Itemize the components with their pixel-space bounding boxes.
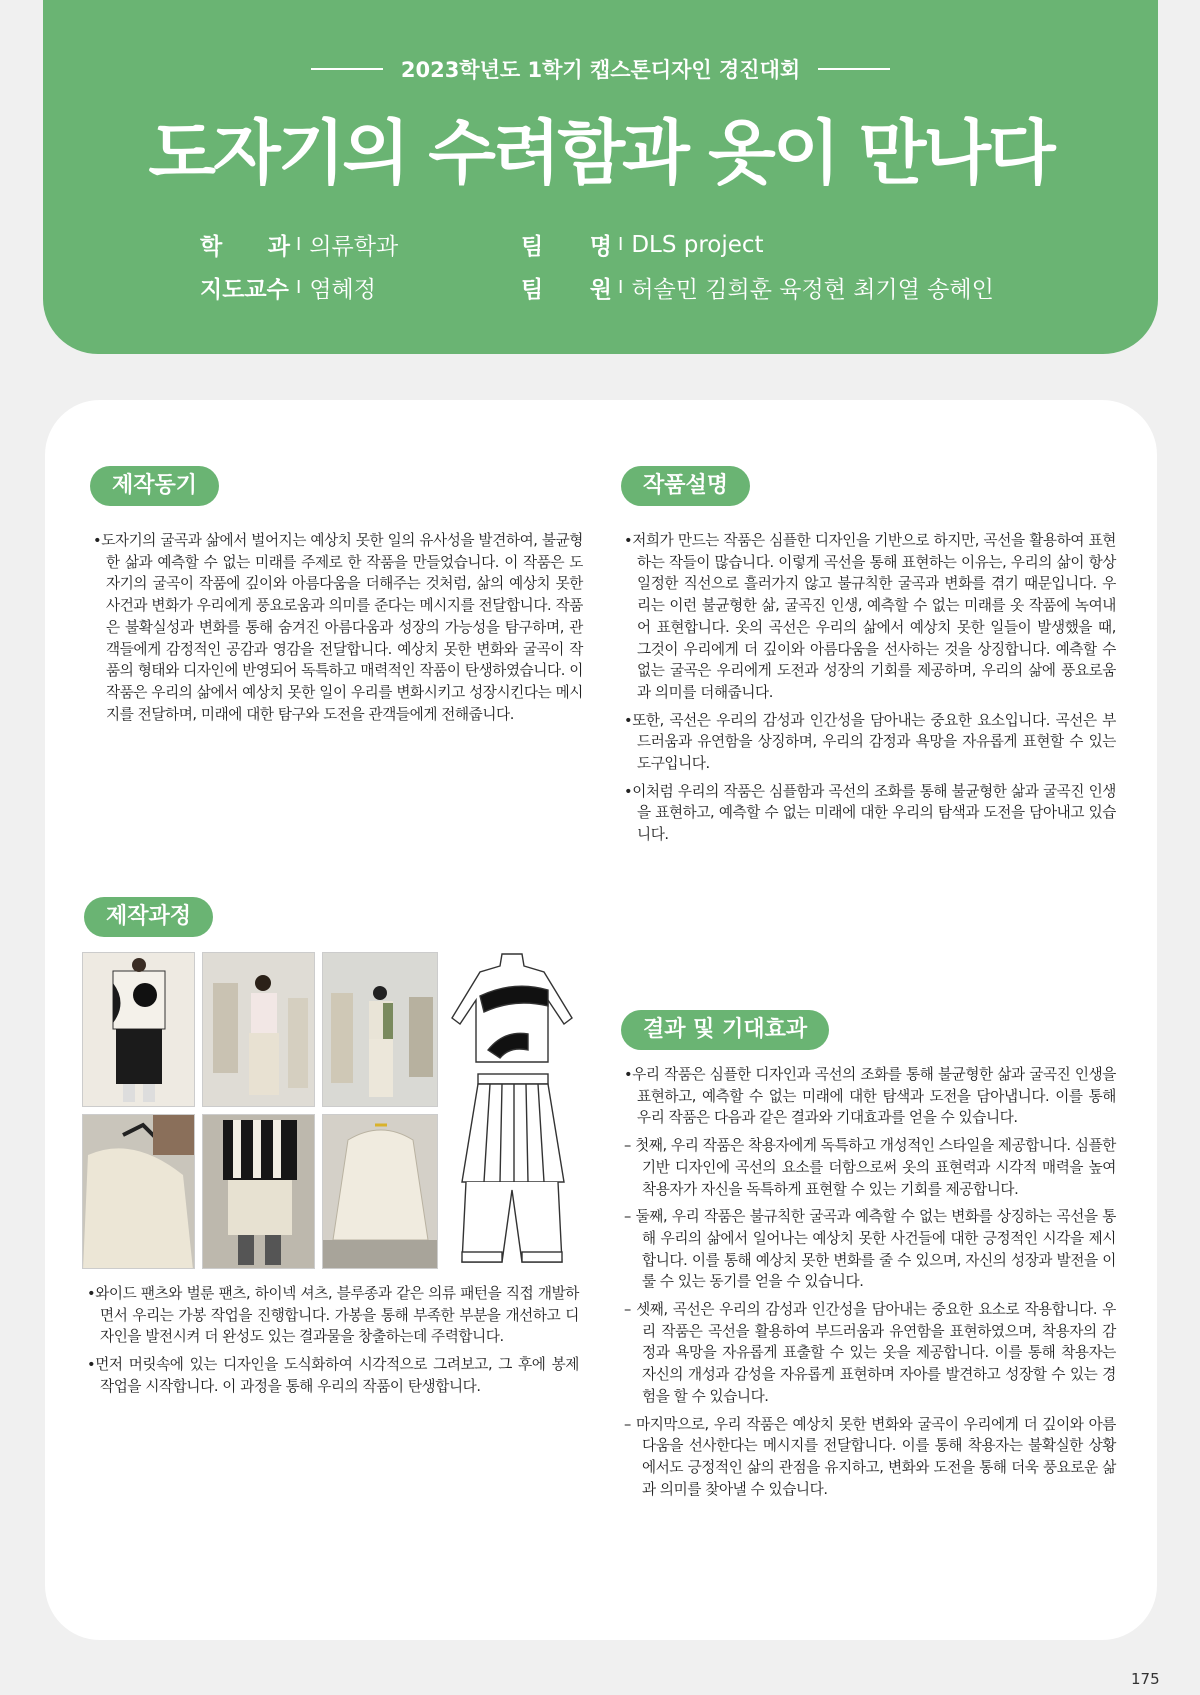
dept-row	[200, 228, 398, 261]
contest-label: 2023학년도 1학기 캡스톤디자인 경진대회	[400, 58, 801, 82]
process-photo-2	[202, 952, 315, 1107]
description-bullet-1: •저희가 만드는 작품은 심플한 디자인을 기반으로 하지만, 곡선을 활용하여 표현하는 작들이 많습니다. 이렇게 곡선을 통해 표현하는 이유는, 우리의 삶이 항상 일정한 직선으로 흘러가지 않고 불규칙한 굴곡과 변화를 겪기 때문입니다. 우리는 이런 불균형한 삶, 굴곡진 인생, 예측할 수 없는 미래를 옷 작품에 녹여내어 표현합니다. 옷의 곡선은 우리의 삶에서 예상치 못한 일들이 발생했을 때, 그것이 우리에게 더 깊이와 아름다움을 선사하는 것을 상징합니다. 예측할 수 없는 굴곡은 우리에게 도전과 성장의 기회를 제공하며, 우리의 삶에 풍요로움과 의미를 더해줍니다.	[624, 532, 1116, 701]
section-title-process: 제작과정	[84, 897, 213, 937]
dept-label: 학 과	[200, 234, 290, 260]
prof-row	[200, 271, 376, 304]
results-text	[624, 1064, 1116, 1506]
members-separator: I	[618, 277, 624, 298]
results-point-3: – 셋째, 곡선은 우리의 감성과 인간성을 담아내는 중요한 요소로 작용합니다. 우리 작품은 곡선을 활용하여 부드러움과 유연함을 표현하였으며, 착용자의 감정과 욕망을 자유롭게 표출할 수 있는 옷을 제공합니다. 이를 통해 착용자는 자신의 개성과 감성을 자유롭게 표현하며 자아를 발견하고 성장할 수 있는 경험을 할 수 있습니다.	[624, 1301, 1116, 1405]
process-photo-5	[202, 1114, 315, 1269]
team-name-separator: I	[618, 234, 624, 255]
process-photo-6	[322, 1114, 438, 1269]
description-bullet-2: •또한, 곡선은 우리의 감성과 인간성을 담아내는 중요한 요소입니다. 곡선은 부드러움과 유연함을 상징하며, 우리의 감정과 욕망을 자유롭게 표현할 수 있는 도구입니다.	[624, 711, 1116, 773]
members-label: 팀 원	[521, 277, 612, 303]
divider-right	[818, 68, 890, 70]
members-value: 허솔민 김희훈 육정현 최기열 송혜인	[631, 277, 994, 303]
contest-name	[43, 54, 1158, 84]
description-bullet-3: •이처럼 우리의 작품은 심플함과 곡선의 조화를 통해 불균형한 삶과 굴곡진 인생을 표현하고, 예측할 수 없는 미래에 대한 우리의 탐색과 도전을 담아내고 있습니다.	[624, 782, 1116, 844]
dept-value: 의류학과	[309, 234, 399, 260]
page-number: 175	[1131, 1670, 1160, 1688]
process-photo-1	[82, 952, 195, 1107]
header-banner	[43, 0, 1158, 354]
process-bullet-2: •먼저 머릿속에 있는 디자인을 도식화하여 시각적으로 그려보고, 그 후에 봉제 작업을 시작합니다. 이 과정을 통해 우리의 작품이 탄생합니다.	[87, 1356, 579, 1395]
prof-separator: I	[296, 277, 302, 298]
garment-sketch	[444, 950, 580, 1270]
prof-value: 염혜정	[309, 277, 376, 303]
results-point-2: – 둘째, 우리 작품은 불규칙한 굴곡과 예측할 수 없는 변화를 상징하는 곡선을 통해 우리의 삶에서 일어나는 예상치 못한 사건들에 대한 긍정적인 시각을 제시합니다. 이를 통해 예상치 못한 변화를 줄 수 있으며, 자신의 성장과 발전을 이룰 수 있는 동기를 얻을 수 있습니다.	[624, 1208, 1116, 1291]
process-photo-3	[322, 952, 438, 1107]
process-photo-4	[82, 1114, 195, 1269]
section-title-description: 작품설명	[621, 466, 750, 506]
results-bullet-1: •우리 작품은 심플한 디자인과 곡선의 조화를 통해 불균형한 삶과 굴곡진 인생을 표현하고, 예측할 수 없는 미래에 대한 탐색과 도전을 담아냅니다. 이를 통해 우리 작품은 다음과 같은 결과와 기대효과를 얻을 수 있습니다.	[624, 1066, 1116, 1127]
team-name-label: 팀 명	[521, 234, 612, 260]
process-bullet-1: •와이드 팬츠와 벌룬 팬츠, 하이넥 셔츠, 블루종과 같은 의류 패턴을 직접 개발하면서 우리는 가봉 작업을 진행합니다. 가봉을 통해 부족한 부분을 개선하고 디자인을 발전시켜 더 완성도 있는 결과물을 창출하는데 주력합니다.	[87, 1285, 579, 1346]
members-row	[521, 271, 994, 304]
results-point-1: – 첫째, 우리 작품은 착용자에게 독특하고 개성적인 스타일을 제공합니다. 심플한 기반 디자인에 곡선의 요소를 더함으로써 옷의 표현력과 시각적 매력을 높여 착용자가 자신을 독특하게 표현할 수 있는 기회를 제공합니다.	[624, 1137, 1116, 1198]
section-title-motivation: 제작동기	[90, 466, 219, 506]
description-text	[624, 530, 1116, 852]
dept-separator: I	[296, 234, 302, 255]
section-title-results: 결과 및 기대효과	[621, 1010, 829, 1050]
prof-label: 지도교수	[200, 277, 289, 303]
motivation-bullet-1: •도자기의 굴곡과 삶에서 벌어지는 예상치 못한 일의 유사성을 발견하여, 불균형한 삶과 예측할 수 없는 미래를 주제로 한 작품을 만들었습니다. 이 작품은 도자기의 굴곡이 작품에 깊이와 아름다움을 더해주는 것처럼, 삶의 예상치 못한 사건과 변화가 우리에게 풍요로움과 의미를 준다는 메시지를 전달합니다. 작품은 불확실성과 변화를 통해 숨겨진 아름다움과 성장의 가능성을 탐구하며, 관객들에게 감정적인 공감과 영감을 전달합니다. 예상치 못한 변화와 굴곡이 작품의 형태와 디자인에 반영되어 독특하고 매력적인 작품이 탄생하였습니다. 이 작품은 우리의 삶에서 예상치 못한 일이 우리를 변화시키고 성장시킨다는 메시지를 전달하며, 미래에 대한 탐구와 도전을 관객들에게 전해줍니다.	[93, 532, 583, 723]
page-title: 도자기의 수려함과 옷이 만나다	[148, 112, 1053, 194]
results-point-4: – 마지막으로, 우리 작품은 예상치 못한 변화와 굴곡이 우리에게 더 깊이와 아름다움을 선사한다는 메시지를 전달합니다. 이를 통해 착용자는 불확실한 상황에서도 긍정적인 삶의 관점을 유지하고, 변화와 도전을 통해 더욱 풍요로운 삶과 의미를 찾아낼 수 있습니다.	[624, 1415, 1116, 1498]
process-text	[87, 1283, 579, 1404]
motivation-text	[93, 530, 583, 731]
team-name-value: DLS project	[631, 231, 764, 258]
team-name-row	[521, 228, 764, 261]
divider-left	[311, 68, 383, 70]
